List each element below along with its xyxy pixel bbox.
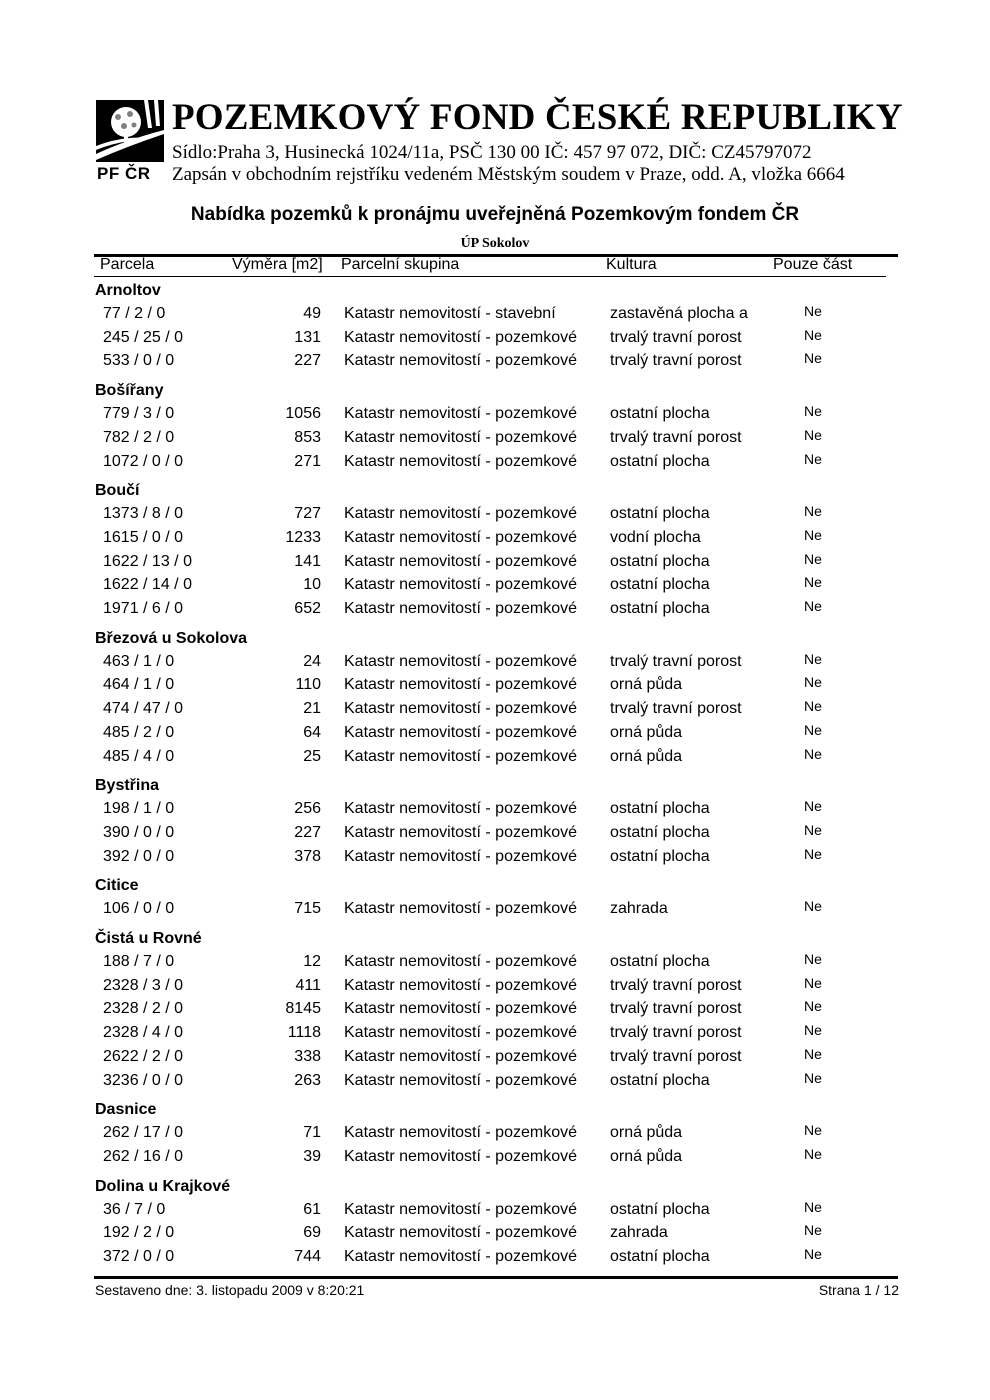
column-header-pouze-cast: Pouze část bbox=[773, 256, 853, 273]
table-row bbox=[0, 352, 990, 374]
table-row bbox=[0, 721, 990, 746]
cell-parcelni-skupina: Katastr nemovitostí - pozemkové bbox=[344, 1071, 577, 1089]
cell-parcelni-skupina: Katastr nemovitostí - pozemkové bbox=[344, 552, 577, 570]
group-header: Bystřina bbox=[95, 777, 160, 795]
cell-kultura: orná půda bbox=[610, 1124, 683, 1142]
table-row bbox=[0, 700, 990, 722]
cell-vymera: 64 bbox=[303, 723, 321, 741]
table-row bbox=[0, 953, 990, 975]
table-row bbox=[0, 800, 990, 822]
cell-pouze-cast: Ne bbox=[804, 426, 822, 443]
cell-parcelni-skupina: Katastr nemovitostí - pozemkové bbox=[344, 900, 577, 918]
cell-parcelni-skupina: Katastr nemovitostí - pozemkové bbox=[344, 428, 577, 446]
cell-vymera: 8145 bbox=[285, 1000, 321, 1018]
cell-parcelni-skupina: Katastr nemovitostí - pozemkové bbox=[344, 1200, 577, 1218]
cell-pouze-cast: Ne bbox=[804, 898, 822, 915]
cell-vymera: 227 bbox=[294, 823, 321, 841]
column-header-parcela: Parcela bbox=[100, 256, 155, 273]
cell-parcelni-skupina: Katastr nemovitostí - pozemkové bbox=[344, 405, 577, 423]
cell-kultura: zahrada bbox=[610, 1224, 668, 1242]
organization-logo bbox=[96, 100, 166, 184]
cell-pouze-cast: Ne bbox=[804, 745, 822, 762]
cell-kultura: trvalý travní porost bbox=[610, 1024, 742, 1042]
cell-parcela: 262 / 17 / 0 bbox=[103, 1124, 184, 1142]
cell-vymera: 1118 bbox=[287, 1024, 321, 1042]
organization-registration: Zapsán v obchodním rejstříku vedeném Městským soudem v Praze, odd. A, vložka 6664 bbox=[172, 164, 845, 185]
cell-vymera: 1233 bbox=[285, 528, 321, 546]
cell-vymera: 49 bbox=[303, 305, 321, 322]
cell-kultura: vodní plocha bbox=[610, 528, 701, 546]
cell-kultura: orná půda bbox=[610, 676, 683, 694]
cell-kultura: orná půda bbox=[610, 747, 683, 765]
cell-vymera: 744 bbox=[294, 1248, 321, 1265]
cell-pouze-cast: Ne bbox=[804, 698, 822, 715]
cell-parcelni-skupina: Katastr nemovitostí - pozemkové bbox=[344, 1248, 577, 1265]
cell-vymera: 25 bbox=[303, 747, 321, 765]
cell-pouze-cast: Ne bbox=[804, 1246, 822, 1262]
table-row bbox=[0, 1248, 990, 1270]
table-row bbox=[0, 305, 990, 327]
cell-pouze-cast: Ne bbox=[804, 1145, 822, 1162]
cell-pouze-cast: Ne bbox=[804, 974, 822, 991]
group-header: Dolina u Krajkové bbox=[95, 1177, 231, 1195]
cell-kultura: orná půda bbox=[610, 723, 683, 741]
cell-parcela: 1373 / 8 / 0 bbox=[103, 505, 184, 523]
cell-parcela: 392 / 0 / 0 bbox=[103, 847, 175, 865]
group-header: Dasnice bbox=[95, 1101, 157, 1119]
cell-kultura: ostatní plocha bbox=[610, 847, 710, 865]
cell-vymera: 69 bbox=[303, 1224, 321, 1242]
column-header-kultura: Kultura bbox=[606, 256, 657, 273]
cell-vymera: 21 bbox=[303, 700, 321, 718]
cell-parcelni-skupina: Katastr nemovitostí - pozemkové bbox=[344, 1000, 577, 1018]
table-row bbox=[0, 405, 990, 427]
cell-vymera: 12 bbox=[303, 953, 321, 970]
cell-pouze-cast: Ne bbox=[804, 403, 822, 420]
table-row bbox=[0, 576, 990, 598]
compiled-date: Sestaveno dne: 3. listopadu 2009 v 8:20:21 bbox=[95, 1282, 365, 1298]
table-row bbox=[0, 845, 990, 870]
table-row bbox=[0, 745, 990, 770]
cell-parcela: 1072 / 0 / 0 bbox=[103, 452, 184, 470]
cell-kultura: ostatní plocha bbox=[610, 1200, 710, 1218]
cell-pouze-cast: Ne bbox=[804, 1022, 822, 1039]
cell-parcela: 782 / 2 / 0 bbox=[103, 428, 175, 446]
cell-parcelni-skupina: Katastr nemovitostí - pozemkové bbox=[344, 352, 577, 370]
cell-parcela: 2328 / 2 / 0 bbox=[103, 1000, 184, 1018]
cell-pouze-cast: Ne bbox=[804, 998, 822, 1015]
cell-parcela: 533 / 0 / 0 bbox=[103, 352, 175, 370]
cell-vymera: 263 bbox=[294, 1071, 321, 1089]
cell-pouze-cast: Ne bbox=[804, 1045, 822, 1062]
cell-pouze-cast: Ne bbox=[804, 1198, 822, 1215]
cell-vymera: 338 bbox=[294, 1047, 321, 1065]
cell-parcelni-skupina: Katastr nemovitostí - pozemkové bbox=[344, 1147, 577, 1165]
table-row bbox=[0, 676, 990, 698]
cell-kultura: ostatní plocha bbox=[610, 505, 710, 523]
cell-parcela: 463 / 1 / 0 bbox=[103, 652, 175, 670]
cell-parcela: 779 / 3 / 0 bbox=[103, 405, 175, 423]
table-row bbox=[0, 1024, 990, 1046]
cell-parcelni-skupina: Katastr nemovitostí - pozemkové bbox=[344, 953, 577, 970]
cell-parcela: 188 / 7 / 0 bbox=[103, 953, 175, 970]
cell-parcelni-skupina: Katastr nemovitostí - pozemkové bbox=[344, 328, 577, 346]
cell-pouze-cast: Ne bbox=[804, 503, 822, 520]
cell-pouze-cast: Ne bbox=[804, 798, 822, 815]
cell-pouze-cast: Ne bbox=[804, 650, 822, 667]
cell-pouze-cast: Ne bbox=[804, 598, 822, 614]
cell-parcelni-skupina: Katastr nemovitostí - pozemkové bbox=[344, 676, 577, 694]
cell-kultura: trvalý travní porost bbox=[610, 1047, 742, 1065]
cell-parcela: 2328 / 4 / 0 bbox=[103, 1024, 184, 1042]
cell-kultura: ostatní plocha bbox=[610, 552, 710, 570]
group-header: Čistá u Rovné bbox=[95, 930, 202, 947]
cell-parcela: 1615 / 0 / 0 bbox=[103, 528, 184, 546]
cell-kultura: trvalý travní porost bbox=[610, 976, 742, 994]
cell-pouze-cast: Ne bbox=[804, 526, 822, 543]
cell-parcelni-skupina: Katastr nemovitostí - pozemkové bbox=[344, 505, 577, 523]
cell-parcela: 485 / 2 / 0 bbox=[103, 723, 175, 741]
cell-kultura: trvalý travní porost bbox=[610, 652, 742, 670]
cell-vymera: 411 bbox=[295, 976, 321, 994]
cell-parcela: 77 / 2 / 0 bbox=[103, 305, 166, 322]
cell-pouze-cast: Ne bbox=[804, 350, 822, 367]
cell-pouze-cast: Ne bbox=[804, 450, 822, 467]
organization-address: Sídlo:Praha 3, Husinecká 1024/11a, PSČ 130 00 IČ: 457 97 072, DIČ: CZ45797072 bbox=[172, 142, 812, 163]
cell-parcelni-skupina: Katastr nemovitostí - pozemkové bbox=[344, 1024, 577, 1042]
cell-vymera: 853 bbox=[294, 428, 321, 446]
tree-field-emblem-icon bbox=[96, 100, 164, 162]
cell-vymera: 227 bbox=[294, 352, 321, 370]
cell-parcelni-skupina: Katastr nemovitostí - pozemkové bbox=[344, 800, 577, 818]
table-row bbox=[0, 526, 990, 551]
cell-parcelni-skupina: Katastr nemovitostí - pozemkové bbox=[344, 452, 577, 470]
table-row bbox=[0, 550, 990, 575]
logo-text: PF ČR bbox=[97, 164, 151, 183]
column-header-rule bbox=[94, 276, 886, 277]
cell-kultura: ostatní plocha bbox=[610, 823, 710, 841]
cell-pouze-cast: Ne bbox=[804, 845, 822, 862]
cell-kultura: ostatní plocha bbox=[610, 1071, 710, 1089]
cell-pouze-cast: Ne bbox=[804, 721, 822, 738]
footer-rule bbox=[94, 1276, 898, 1279]
table-row bbox=[0, 974, 990, 999]
cell-pouze-cast: Ne bbox=[804, 550, 822, 567]
cell-parcelni-skupina: Katastr nemovitostí - pozemkové bbox=[344, 652, 577, 670]
table-row bbox=[0, 1000, 990, 1022]
cell-kultura: trvalý travní porost bbox=[610, 700, 742, 718]
cell-kultura: trvalý travní porost bbox=[610, 352, 742, 370]
organization-name: POZEMKOVÝ FOND ČESKÉ REPUBLIKY bbox=[172, 97, 903, 138]
cell-vymera: 271 bbox=[294, 452, 321, 470]
table-row bbox=[0, 326, 990, 351]
table-row bbox=[0, 650, 990, 675]
cell-parcelni-skupina: Katastr nemovitostí - pozemkové bbox=[344, 1047, 577, 1065]
cell-parcela: 36 / 7 / 0 bbox=[103, 1200, 166, 1218]
table-row bbox=[0, 1069, 990, 1094]
cell-pouze-cast: Ne bbox=[804, 303, 822, 319]
cell-parcela: 106 / 0 / 0 bbox=[103, 900, 175, 918]
cell-parcelni-skupina: Katastr nemovitostí - pozemkové bbox=[344, 976, 577, 994]
cell-pouze-cast: Ne bbox=[804, 1069, 822, 1086]
cell-parcelni-skupina: Katastr nemovitostí - pozemkové bbox=[344, 600, 577, 617]
cell-vymera: 39 bbox=[303, 1147, 321, 1165]
group-header: Boučí bbox=[95, 482, 140, 500]
cell-vymera: 24 bbox=[303, 652, 321, 670]
table-row bbox=[0, 1145, 990, 1170]
cell-pouze-cast: Ne bbox=[804, 674, 822, 691]
cell-parcela: 3236 / 0 / 0 bbox=[103, 1071, 184, 1089]
cell-vymera: 1056 bbox=[285, 405, 321, 423]
cell-kultura: zahrada bbox=[610, 900, 668, 918]
cell-parcelni-skupina: Katastr nemovitostí - pozemkové bbox=[344, 1124, 577, 1142]
cell-kultura: ostatní plocha bbox=[610, 953, 710, 970]
cell-parcela: 390 / 0 / 0 bbox=[103, 823, 175, 841]
cell-parcela: 372 / 0 / 0 bbox=[103, 1248, 175, 1265]
cell-parcela: 192 / 2 / 0 bbox=[103, 1224, 175, 1242]
cell-kultura: orná půda bbox=[610, 1147, 683, 1165]
cell-parcelni-skupina: Katastr nemovitostí - stavební bbox=[344, 305, 556, 322]
cell-vymera: 141 bbox=[294, 552, 321, 570]
cell-pouze-cast: Ne bbox=[804, 1122, 822, 1139]
cell-pouze-cast: Ne bbox=[804, 326, 822, 343]
cell-parcela: 485 / 4 / 0 bbox=[103, 747, 175, 765]
column-header-vymera: Výměra [m2] bbox=[232, 256, 323, 273]
letterhead bbox=[96, 97, 903, 190]
document-subtitle: ÚP Sokolov bbox=[460, 236, 530, 251]
group-header: Citice bbox=[95, 877, 139, 895]
cell-kultura: ostatní plocha bbox=[610, 1248, 710, 1265]
table-row bbox=[0, 426, 990, 451]
cell-parcelni-skupina: Katastr nemovitostí - pozemkové bbox=[344, 747, 577, 765]
cell-kultura: trvalý travní porost bbox=[610, 428, 742, 446]
document-title: Nabídka pozemků k pronájmu uveřejněná Pozemkovým fondem ČR bbox=[190, 204, 800, 225]
cell-parcela: 2622 / 2 / 0 bbox=[103, 1047, 184, 1065]
column-header-parcelni-skupina: Parcelní skupina bbox=[341, 256, 460, 273]
table-row bbox=[0, 821, 990, 846]
cell-vymera: 256 bbox=[294, 800, 321, 818]
cell-parcelni-skupina: Katastr nemovitostí - pozemkové bbox=[344, 723, 577, 741]
cell-pouze-cast: Ne bbox=[804, 821, 822, 838]
cell-pouze-cast: Ne bbox=[804, 1222, 822, 1239]
cell-vymera: 10 bbox=[303, 576, 321, 594]
cell-kultura: ostatní plocha bbox=[610, 452, 710, 470]
cell-parcela: 198 / 1 / 0 bbox=[103, 800, 175, 818]
cell-kultura: ostatní plocha bbox=[610, 405, 710, 423]
cell-parcela: 245 / 25 / 0 bbox=[103, 328, 184, 346]
cell-parcela: 1622 / 13 / 0 bbox=[103, 552, 192, 570]
cell-kultura: ostatní plocha bbox=[610, 600, 710, 617]
cell-vymera: 652 bbox=[294, 600, 321, 617]
table-row bbox=[0, 600, 990, 622]
cell-parcela: 474 / 47 / 0 bbox=[103, 700, 184, 718]
cell-vymera: 71 bbox=[303, 1124, 321, 1142]
cell-vymera: 378 bbox=[294, 847, 321, 865]
page-number: Strana 1 / 12 bbox=[818, 1282, 899, 1298]
group-header: Bošířany bbox=[95, 382, 164, 400]
cell-parcela: 464 / 1 / 0 bbox=[103, 676, 175, 694]
table-row bbox=[0, 505, 990, 527]
table-row bbox=[0, 450, 990, 475]
cell-kultura: ostatní plocha bbox=[610, 576, 710, 594]
table-row bbox=[0, 1124, 990, 1146]
table-row bbox=[0, 1198, 990, 1223]
cell-parcela: 262 / 16 / 0 bbox=[103, 1147, 184, 1165]
cell-kultura: trvalý travní porost bbox=[610, 328, 742, 346]
cell-parcela: 1622 / 14 / 0 bbox=[103, 576, 192, 594]
cell-vymera: 727 bbox=[294, 505, 321, 523]
cell-pouze-cast: Ne bbox=[804, 574, 822, 591]
group-header: Arnoltov bbox=[95, 282, 161, 299]
cell-parcelni-skupina: Katastr nemovitostí - pozemkové bbox=[344, 700, 577, 718]
cell-parcelni-skupina: Katastr nemovitostí - pozemkové bbox=[344, 528, 577, 546]
cell-pouze-cast: Ne bbox=[804, 951, 822, 967]
table-row bbox=[0, 900, 990, 922]
cell-parcela: 1971 / 6 / 0 bbox=[103, 600, 184, 617]
cell-vymera: 131 bbox=[294, 328, 321, 346]
cell-kultura: ostatní plocha bbox=[610, 800, 710, 818]
table-row bbox=[0, 1224, 990, 1246]
cell-parcela: 2328 / 3 / 0 bbox=[103, 976, 184, 994]
cell-vymera: 61 bbox=[303, 1200, 321, 1218]
table-row bbox=[0, 1045, 990, 1070]
cell-vymera: 715 bbox=[294, 900, 321, 918]
cell-vymera: 110 bbox=[295, 676, 321, 694]
group-header: Březová u Sokolova bbox=[95, 629, 248, 647]
cell-parcelni-skupina: Katastr nemovitostí - pozemkové bbox=[344, 847, 577, 865]
cell-parcelni-skupina: Katastr nemovitostí - pozemkové bbox=[344, 823, 577, 841]
cell-kultura: trvalý travní porost bbox=[610, 1000, 742, 1018]
cell-parcelni-skupina: Katastr nemovitostí - pozemkové bbox=[344, 1224, 577, 1242]
cell-parcelni-skupina: Katastr nemovitostí - pozemkové bbox=[344, 576, 577, 594]
cell-kultura: zastavěná plocha a bbox=[610, 305, 748, 322]
